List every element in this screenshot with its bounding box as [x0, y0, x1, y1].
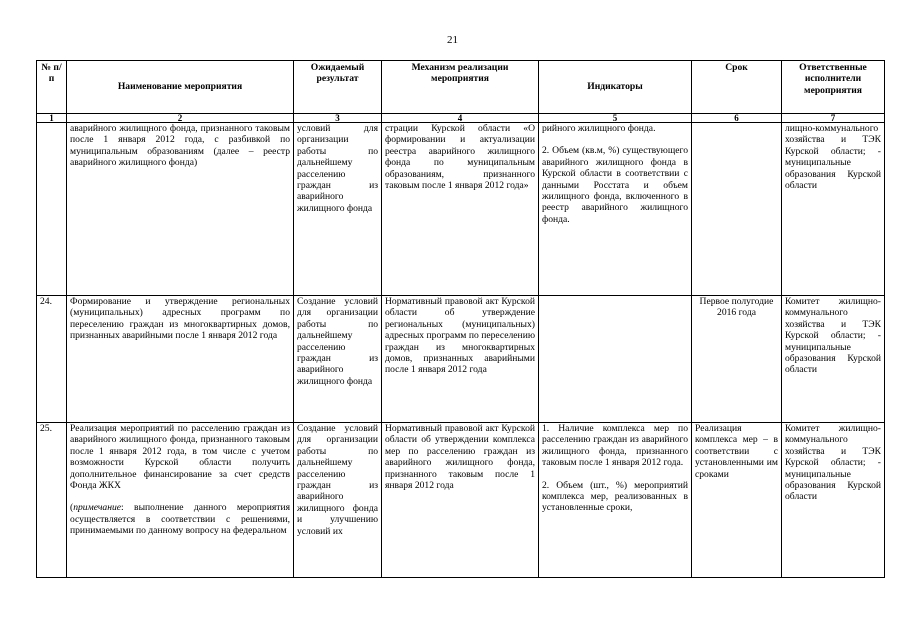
column-number: 1 — [37, 114, 67, 123]
header-indicators: Индикаторы — [539, 61, 692, 114]
column-number: 4 — [382, 114, 539, 123]
row-num: 24. — [37, 296, 67, 423]
row-mechanism: Нормативный правовой акт Курской области об утверждении комплекса мер по расселению граждан из аварийного жилищного фонда, признанного таковым после 1 января 2012 года — [382, 423, 539, 578]
row-name: аварийного жилищного фонда, признанного таковым после 1 января 2012 года, с разбивкой по муниципальным образованиям (далее – реестр аварийного жилищного фонда) — [67, 123, 294, 296]
row-name: Формирование и утверждение региональных (муниципальных) адресных программ по переселению граждан из многоквартирных домов, признанных аварийными после 1 января 2012 года — [67, 296, 294, 423]
note-text: : выполнение данного мероприятия осуществляется в соответствии с решениями, принимаемыми по данному вопросу на федеральном — [70, 502, 290, 537]
row-responsible: лищно-коммунального хозяйства и ТЭК Курской области; - муниципальные образования Курской области — [782, 123, 885, 296]
table-row — [37, 123, 885, 296]
row-result: Создание условий для организации работы по дальнейшему расселению граждан из аварийного жилищного фонда — [294, 296, 382, 423]
column-number: 2 — [67, 114, 294, 123]
row-result: Создание условий для организации работы по дальнейшему расселению граждан из аварийного жилищного фонда и улучшению условий их — [294, 423, 382, 578]
row-responsible: Комитет жилищно-коммунального хозяйства и ТЭК Курской области; - муниципальные образования Курской области — [782, 423, 885, 578]
header-term: Срок — [692, 61, 782, 114]
table-header-row — [37, 61, 885, 114]
row-responsible: Комитет жилищно-коммунального хозяйства и ТЭК Курской области; - муниципальные образования Курской области — [782, 296, 885, 423]
row-num: 25. — [37, 423, 67, 578]
indicator-2: 2. Объем (шт., %) мероприятий комплекса мер, реализованных в установленные сроки, — [542, 479, 688, 514]
header-mechanism: Механизм реализации мероприятия — [382, 61, 539, 114]
header-name: Наименование мероприятия — [67, 61, 294, 114]
column-numbers-row — [37, 114, 885, 123]
indicator-1: 1. Наличие комплекса мер по расселению граждан из аварийного жилищного фонда, признанного таковым после 1 января 2012 года. — [542, 423, 688, 469]
row-term: Реализация комплекса мер – в соответствии с установленными им сроками — [692, 423, 782, 578]
row-term: Первое полугодие 2016 года — [692, 296, 782, 423]
note-label: примечание — [73, 502, 122, 514]
row-result: условий для организации работы по дальнейшему расселению граждан из аварийного жилищного фонда — [294, 123, 382, 296]
row-name — [67, 423, 294, 578]
row-indicators — [539, 423, 692, 578]
table-row — [37, 423, 885, 578]
row-mechanism: страции Курской области «О формировании и актуализации реестра аварийного жилищного фонда по муниципальным образованиям, признанного таковым после 1 января 2012 года» — [382, 123, 539, 296]
row-indicators — [539, 123, 692, 296]
row-indicators — [539, 296, 692, 423]
measures-table — [36, 60, 885, 578]
column-number: 6 — [692, 114, 782, 123]
indicator-1: рийного жилищного фонда. — [542, 123, 656, 134]
column-number: 3 — [294, 114, 382, 123]
column-number: 5 — [539, 114, 692, 123]
indicator-2: 2. Объем (кв.м, %) существующего аварийного жилищного фонда в Курской области в соответствии с данными Росстата и объем жилищного фонда, включенного в реестр аварийного жилищного фонда. — [542, 145, 688, 225]
table-row — [37, 296, 885, 423]
row-mechanism: Нормативный правовой акт Курской области об утверждение региональных (муниципальных) адресных программ по переселению граждан из многоквартирных домов, признанных аварийными после 1 января 2012 года — [382, 296, 539, 423]
row-num — [37, 123, 67, 296]
row-name-text: Реализация мероприятий по расселению граждан из аварийного жилищного фонда, признанного таковым после 1 января 2012 года, в том числе с учетом возможности Курской области получить дополнительное финансирование за счет средств Фонда ЖКХ — [70, 423, 290, 492]
page-number: 21 — [447, 34, 458, 46]
header-result: Ожидаемый результат — [294, 61, 382, 114]
row-term — [692, 123, 782, 296]
row-note: (примечание: выполнение данного мероприятия осуществляется в соответствии с решениями, принимаемыми по данному вопросу на федеральном — [70, 502, 290, 537]
header-num: № п/п — [37, 61, 67, 114]
header-responsible: Ответственные исполнители мероприятия — [782, 61, 885, 114]
column-number: 7 — [782, 114, 885, 123]
